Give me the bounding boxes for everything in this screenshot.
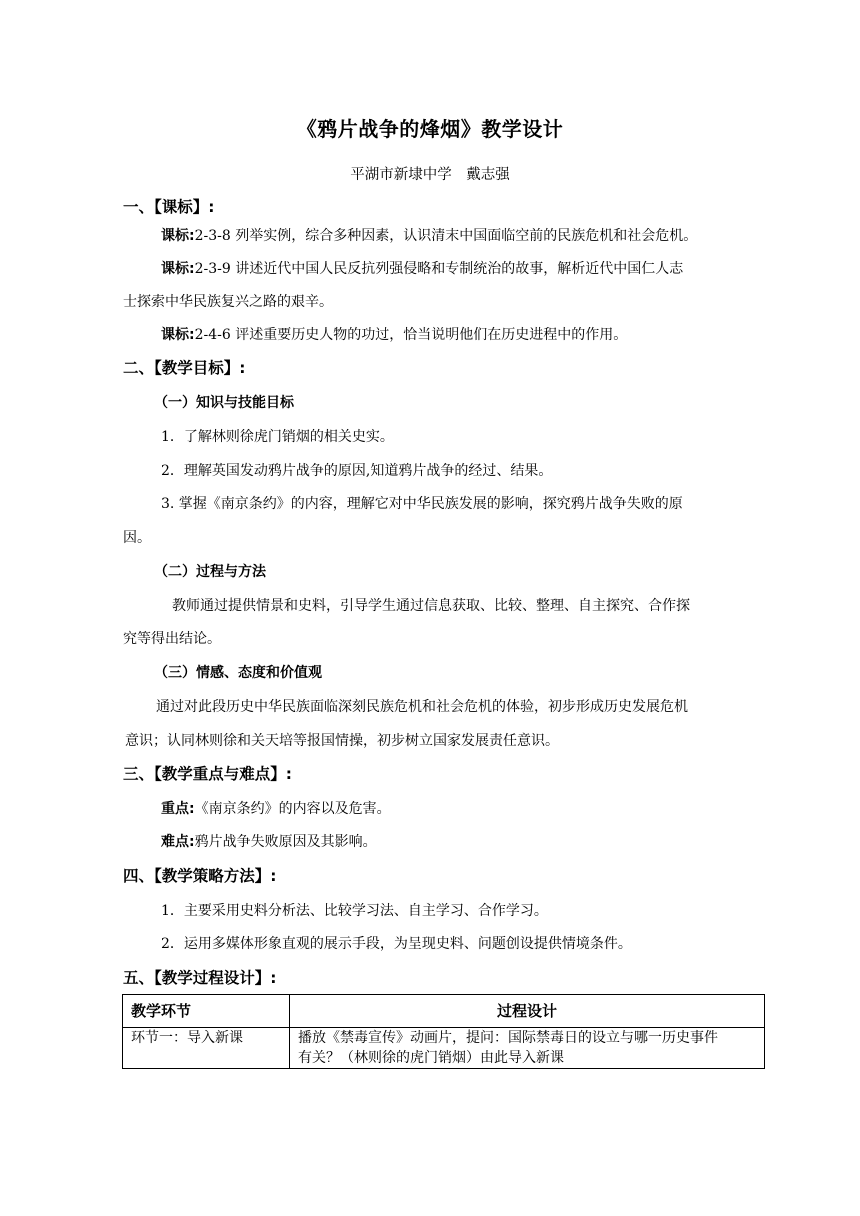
values-text-line-1: 通过对此段历史中华民族面临深刻民族危机和社会危机的体验，初步形成历史发展危机 bbox=[156, 699, 688, 715]
design-line-1: 播放《禁毒宣传》动画片，提问：国际禁毒日的设立与哪一历史事件 bbox=[298, 1030, 718, 1046]
section-heading-process-design: 五、【教学过程设计】: bbox=[123, 969, 277, 987]
difficult-point-label: 难点: bbox=[161, 834, 195, 850]
curriculum-label: 课标: bbox=[161, 261, 195, 277]
curriculum-text: 2-3-8 列举实例，综合多种因素，认识清末中国面临空前的民族危机和社会危机。 bbox=[194, 228, 698, 244]
curriculum-item-2 bbox=[161, 259, 683, 279]
key-point bbox=[161, 799, 391, 819]
section-heading-curriculum: 一、【课标】: bbox=[123, 198, 215, 216]
process-design-table bbox=[122, 994, 765, 1069]
curriculum-item-3 bbox=[161, 325, 627, 345]
curriculum-item-2-continued: 士探索中华民族复兴之路的艰辛。 bbox=[123, 294, 333, 310]
key-point-label: 重点: bbox=[161, 801, 195, 817]
values-text-line-2: 意识；认同林则徐和关天培等报国情操，初步树立国家发展责任意识。 bbox=[125, 733, 559, 749]
design-line-2: 有关？（林则徐的虎门销烟）由此导入新课 bbox=[298, 1050, 564, 1066]
curriculum-text: 2-4-6 评述重要历史人物的功过，恰当说明他们在历史进程中的作用。 bbox=[194, 327, 628, 343]
knowledge-item-2: 2．理解英国发动鸦片战争的原因,知道鸦片战争的经过、结果。 bbox=[161, 463, 553, 479]
curriculum-label: 课标: bbox=[161, 228, 195, 244]
section-heading-key-points: 三、【教学重点与难点】: bbox=[123, 765, 292, 783]
document-author: 平湖市新埭中学 戴志强 bbox=[350, 167, 510, 183]
section-heading-strategies: 四、【教学策略方法】: bbox=[123, 867, 277, 885]
strategy-item-2: 2．运用多媒体形象直观的展示手段，为呈现史料、问题创设提供情境条件。 bbox=[161, 936, 632, 952]
table-cell-design bbox=[290, 1028, 765, 1069]
table-header-row bbox=[123, 995, 765, 1028]
table-row bbox=[123, 1028, 765, 1069]
table-header-design: 过程设计 bbox=[290, 995, 765, 1028]
subsection-heading-values: （三）情感、态度和价值观 bbox=[154, 665, 322, 681]
table-cell-stage: 环节一：导入新课 bbox=[123, 1028, 290, 1069]
strategy-item-1: 1．主要采用史料分析法、比较学习法、自主学习、合作学习。 bbox=[161, 903, 548, 919]
knowledge-item-3: 3. 掌握《南京条约》的内容，理解它对中华民族发展的影响，探究鸦片战争失败的原 bbox=[161, 496, 683, 512]
document-title: 《鸦片战争的烽烟》教学设计 bbox=[296, 117, 564, 141]
curriculum-item-1 bbox=[161, 226, 697, 246]
section-heading-objectives: 二、【教学目标】: bbox=[123, 359, 246, 377]
subsection-heading-process: （二）过程与方法 bbox=[154, 564, 266, 580]
process-text-line-1: 教师通过提供情景和史料，引导学生通过信息获取、比较、整理、自主探究、合作探 bbox=[172, 598, 690, 614]
table-header-stage: 教学环节 bbox=[123, 995, 290, 1028]
key-point-text: 《南京条约》的内容以及危害。 bbox=[194, 801, 391, 817]
difficult-point bbox=[161, 832, 377, 852]
knowledge-item-3-continued: 因。 bbox=[123, 530, 151, 546]
difficult-point-text: 鸦片战争失败原因及其影响。 bbox=[194, 834, 377, 850]
curriculum-text: 2-3-9 讲述近代中国人民反抗列强侵略和专制统治的故事，解析近代中国仁人志 bbox=[194, 261, 684, 277]
subsection-heading-knowledge: （一）知识与技能目标 bbox=[154, 395, 294, 411]
knowledge-item-1: 1．了解林则徐虎门销烟的相关史实。 bbox=[161, 429, 394, 445]
process-text-line-2: 究等得出结论。 bbox=[123, 631, 221, 647]
curriculum-label: 课标: bbox=[161, 327, 195, 343]
